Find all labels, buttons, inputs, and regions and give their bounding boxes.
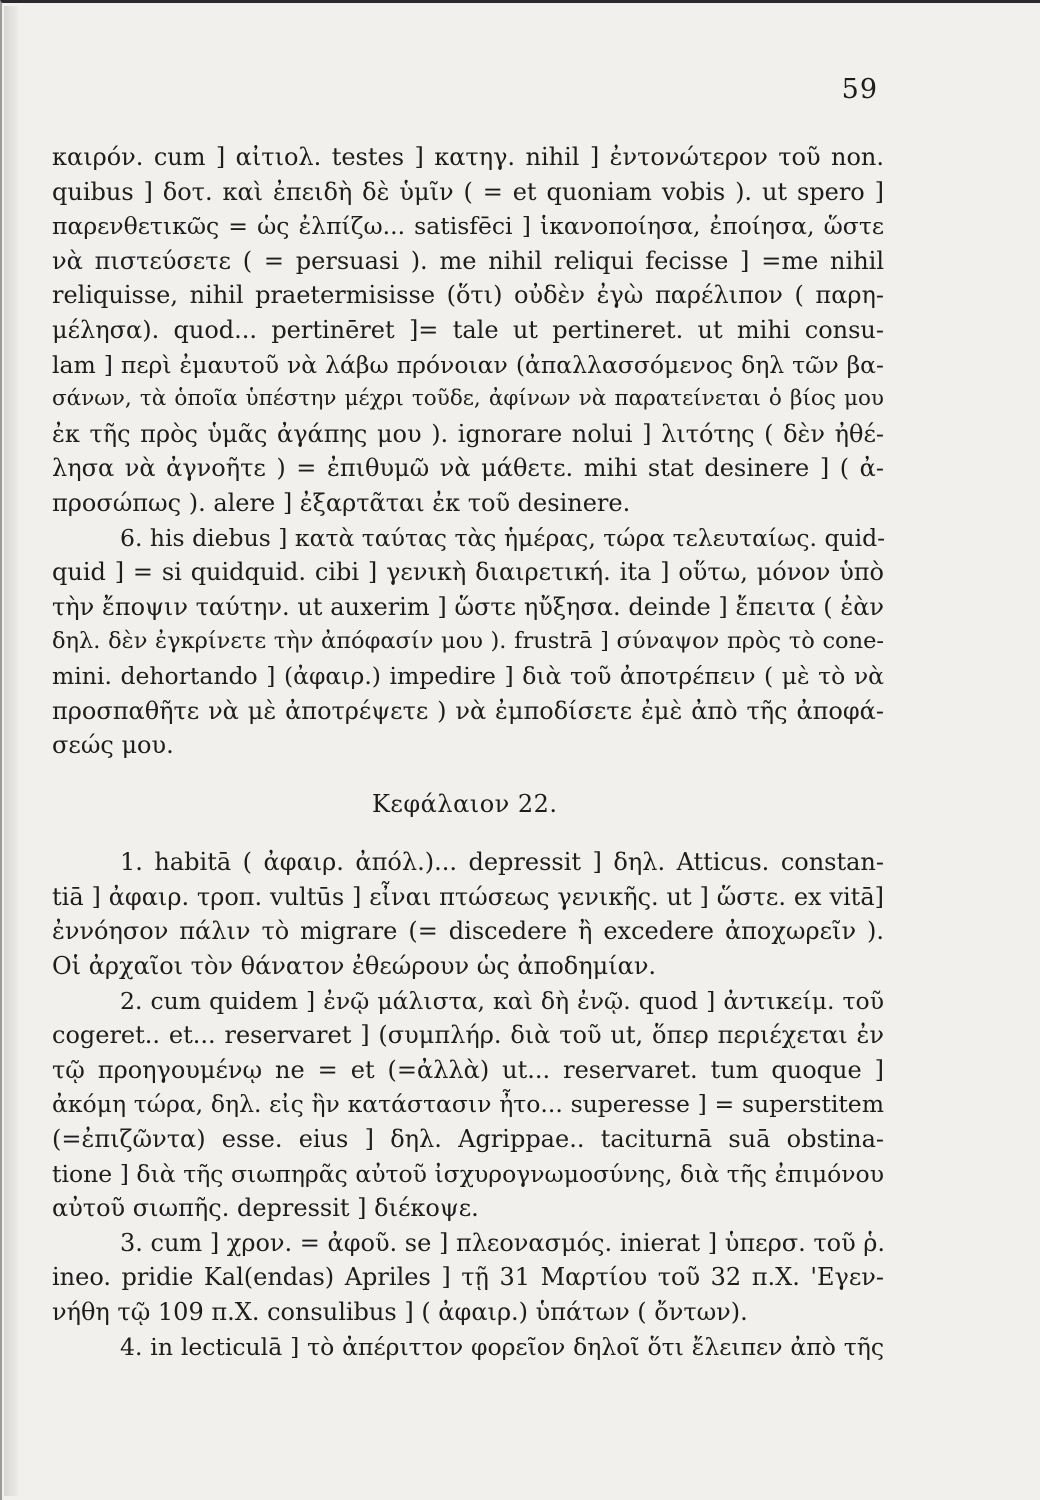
paragraph-note-6 [52,521,884,763]
text-line: τῷ προηγουμένῳ ne = et (=ἀλλὰ) ut... reservaret. tum quoque ] [52,1055,884,1084]
text-line: 3. cum ] χρον. = ἀφοῦ. se ] πλεονασμός. inierat ] ὑπερσ. τοῦ ῥ. [120,1228,886,1257]
page-gutter-shadow [4,6,18,1496]
text-line: νήθη τῷ 109 π.Χ. consulibus ] ( ἀφαιρ.) ὑπάτων ( ὄντων). [52,1298,748,1326]
text-line: δηλ. δὲν ἐγκρίνετε τὴν ἀπόφασίν μου ). frustrā ] σύναψον πρὸς τὸ cone- [52,628,884,655]
text-line: τὴν ἔποψιν ταύτην. ut auxerim ] ὥστε ηὔξησα. deinde ] ἔπειτα ( ἐὰν [52,592,884,621]
text-line: 1. habitā ( ἀφαιρ. ἀπόλ.)... depressit ] δηλ. Atticus. constan- [120,848,884,877]
text-line: προσπαθῆτε νὰ μὲ ἀποτρέψετε ) νὰ ἐμποδίσετε ἐμὲ ἀπὸ τῆς ἀποφά- [52,696,884,725]
text-line: μέλησα). quod... pertinēret ]= tale ut pertineret. ut mihi consu- [52,315,884,344]
paragraph-notes-intro [52,140,884,521]
text-line: σάνων, τὰ ὁποῖα ὑπέστην μέχρι τοῦδε, ἀφίνων νὰ παρατείνεται ὁ βίος μου [52,386,884,412]
text-line: mini. dehortando ] (ἀφαιρ.) impedire ] διὰ τοῦ ἀποτρέπειν ( μὲ τὸ νὰ [52,661,884,690]
commentary-text [52,140,884,1364]
text-line: λησα νὰ ἀγνοῆτε ) = ἐπιθυμῶ νὰ μάθετε. mihi stat desinere ] ( ἀ- [52,454,884,483]
page-number: 59 [841,74,878,105]
text-line: σεώς μου. [52,731,174,760]
text-line: tiā ] ἀφαιρ. τροπ. vultūs ] εἶναι πτώσεως γενικῆς. ut ] ὥστε. ex vitā] [52,882,884,911]
text-line: αὐτοῦ σιωπῆς. depressit ] διέκοψε. [52,1194,479,1223]
paragraph-note-4 [52,1330,884,1365]
text-line: quid ] = si quidquid. cibi ] γενικὴ διαιρετική. ita ] οὕτω, μόνον ὑπὸ [52,558,884,587]
text-line: (=ἐπιζῶντα) esse. eius ] δηλ. Agrippae.. taciturnā suā obstina- [52,1125,884,1154]
text-line: lam ] περὶ ἐμαυτοῦ νὰ λάβω πρόνοιαν (ἀπαλλασσόμενος δηλ τῶν βα- [52,350,884,379]
paragraph-note-1 [52,845,884,983]
text-line: quibus ] δοτ. καὶ ἐπειδὴ δὲ ὑμῖν ( = et quoniam vobis ). ut spero ] [52,177,884,206]
paragraph-note-3 [52,1226,884,1330]
paragraph-note-2 [52,984,884,1226]
text-line: ἐκ τῆς πρὸς ὑμᾶς ἀγάπης μου ). ignorare nolui ] λιτότης ( δὲν ἠθέ- [52,419,884,448]
text-line: 6. his diebus ] κατὰ ταύτας τὰς ἡμέρας, τώρα τελευταίως. quid- [120,523,886,552]
text-line: καιρόν. cum ] αἰτιολ. testes ] κατηγ. nihil ] ἐντονώτερον τοῦ non. [52,143,884,171]
text-line: tione ] διὰ τῆς σιωπηρᾶς αὐτοῦ ἰσχυρογνωμοσύνης, διὰ τῆς ἐπιμόνου [52,1159,884,1188]
text-line: 2. cum quidem ] ἐνῷ μάλιστα, καὶ δὴ ἐνῷ. quod ] ἀντικείμ. τοῦ [120,986,884,1015]
text-line: 4. in lecticulā ] τὸ ἀπέριττον φορεῖον δηλοῖ ὅτι ἔλειπεν ἀπὸ τῆς [120,1332,884,1361]
text-line: παρενθετικῶς = ὡς ἐλπίζω... satisfēci ] ἱκανοποίησα, ἐποίησα, ὥστε [52,212,884,241]
text-line: reliquisse, nihil praetermisisse (ὅτι) οὐδὲν ἐγὼ παρέλιπον ( παρη- [52,281,884,310]
text-line: cogeret.. et... reservaret ] (συμπλήρ. διὰ τοῦ ut, ὅπερ περιέχεται ἐν [52,1021,884,1050]
text-line: νὰ πιστεύσετε ( = persuasi ). me nihil reliqui fecisse ] =me nihil [52,246,884,275]
text-line: ἀκόμη τώρα, δηλ. εἰς ἣν κατάστασιν ἦτο... superesse ] = superstitem [52,1090,884,1119]
text-line: προσώπως ). alere ] ἐξαρτᾶται ἐκ τοῦ desinere. [52,488,631,517]
chapter-heading: Κεφάλαιον 22. [372,789,558,818]
text-line: Οἱ ἀρχαῖοι τὸν θάνατον ἐθεώρουν ὡς ἀποδημίαν. [52,952,657,981]
text-line: ineo. pridie Kal(endas) Apriles ] τῇ 31 Μαρτίου τοῦ 32 π.Χ. 'Εγεν- [52,1263,884,1292]
text-line: ἐννόησον πάλιν τὸ migrare (= discedere ἢ excedere ἀποχωρεῖν ). [52,917,884,946]
